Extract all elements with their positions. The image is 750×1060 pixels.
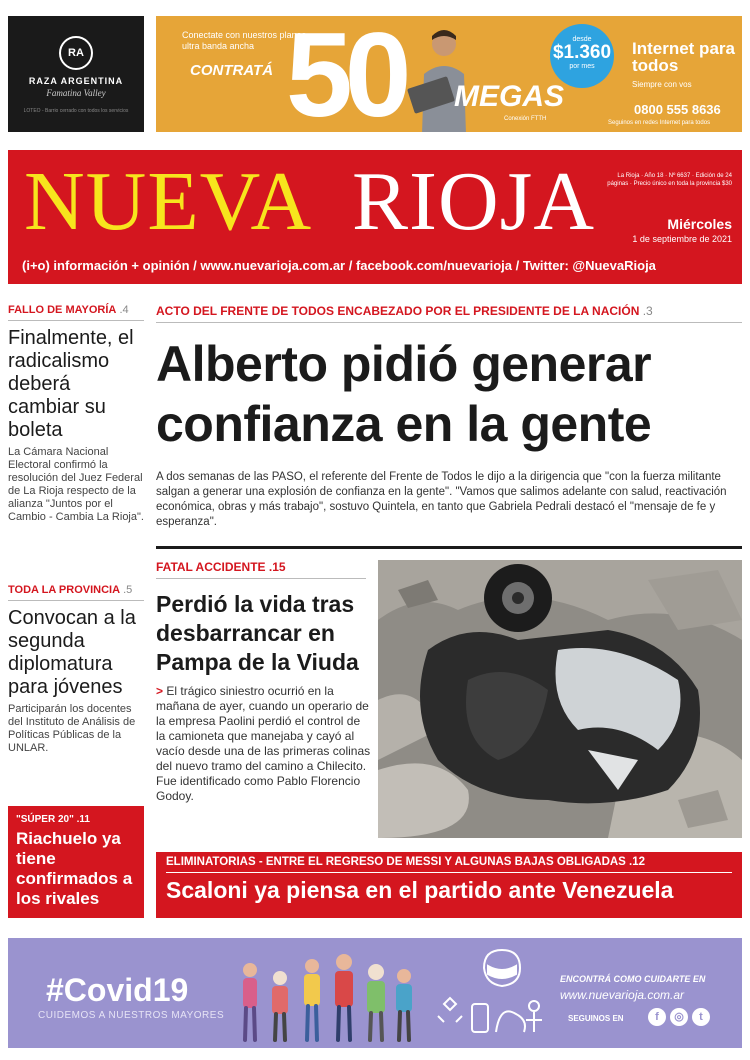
masthead-title-nueva: NUEVA [24,155,313,248]
side-story-radicalismo[interactable] [8,304,144,524]
ad-raza-argentina[interactable] [8,16,144,132]
main-story-headline[interactable]: Alberto pidió generar confianza en la gente [156,336,652,452]
covid-subtitle: CUIDEMOS A NUESTROS MAYORES [38,1010,225,1021]
ad-footer: Seguinos en redes Internet para todos [608,120,711,126]
accident-story-body [156,684,372,804]
ad-left-sub: Famatina Valley [46,88,106,98]
accident-story-body-text: El trágico siniestro ocurrió en la mañana de ayer, cuando un operario de la empresa Paolini perdió el control de la camioneta que manejaba y cayó al vacío desde una de las primeras colinas del nuevo tramo del camino a Chilecito. Fue identificado como Pablo Florencio Godoy. [156,684,371,803]
side-story-2-kicker-text: TODA LA PROVINCIA [8,584,121,596]
covid-banner[interactable] [8,938,742,1048]
ad-phone: 0800 555 8636 [634,102,721,117]
side-story-2-kicker [8,584,144,601]
raza-argentina-logo: RA [59,36,93,70]
side-box-headline: Riachuelo ya tiene confirmados a los rivales [16,829,133,908]
arrow-icon: > [156,684,164,698]
covid-hashtag: #Covid19 [46,972,189,1008]
side-box-riachuelo[interactable] [8,806,144,918]
ad-left-brand: RAZA ARGENTINA [28,76,124,86]
covid-follow: SEGUINOS EN [568,1014,624,1023]
accident-photo[interactable] [378,560,742,838]
ad-price-badge [550,24,614,88]
ad-brand-name: Internet para todos [632,39,735,75]
ad-big-number: 50 [286,16,404,132]
wrecked-vehicle-image [378,560,742,838]
masthead [8,150,742,284]
instagram-icon[interactable]: ◎ [670,1008,688,1026]
side-story-diplomatura[interactable] [8,584,144,755]
ad-internet-50-megas[interactable] [156,16,742,132]
side-story-2-body: Participarán los docentes del Instituto de Análisis de Políticas Públicas de la UNLAR. [8,703,136,754]
facebook-icon[interactable]: f [648,1008,666,1026]
side-story-1-body: La Cámara Nacional Electoral confirmó la resolución del Juez Federal de La Rioja respecto de la alianza "Juntos por el Cambio - Cambia La Rioja". [8,446,144,523]
side-story-1-kicker-text: FALLO DE MAYORÍA [8,304,117,316]
accident-story-kicker: FATAL ACCIDENTE .15 [156,560,366,579]
edition-day: Miércoles [667,216,732,232]
side-story-1-kicker [8,304,144,321]
masthead-title-rioja: RIOJA [352,155,596,248]
accident-story-headline[interactable]: Perdió la vida tras desbarrancar en Pampa de la Viuda [156,591,359,675]
ad-connection: Conexión FTTH [504,116,547,122]
ad-price: $1.360 [552,42,612,63]
ad-brand-sub: Siempre con vos [632,80,692,89]
twitter-icon[interactable]: t [692,1008,710,1026]
ad-intro: Conectate con nuestros planes ultra banda ancha [182,30,307,51]
ad-brand-title [632,40,742,93]
side-box-kicker: "SÚPER 20" .11 [16,814,90,825]
side-story-2-page: .5 [120,584,133,596]
ad-price-label: desde [572,36,592,43]
edition-date: 1 de septiembre de 2021 [632,234,732,244]
ad-left-fine: LOTEO - Barrio cerrado con todos los servicios [23,108,129,114]
side-story-2-headline: Convocan a la segunda diplomatura para jóvenes [8,607,136,698]
main-story-kicker-text: ACTO DEL FRENTE DE TODOS ENCABEZADO POR EL PRESIDENTE DE LA NACIÓN [156,304,640,318]
sports-story-headline: Scaloni ya piensa en el partido ante Venezuela [166,877,674,903]
main-story-kicker [156,304,742,323]
ad-price-period: por mes [569,63,595,70]
ad-unit: MEGAS [454,80,565,113]
hygiene-icons-illustration [424,944,554,1042]
elderly-people-illustration [230,948,420,1044]
side-story-1-headline: Finalmente, el radicalismo deberá cambiar su boleta [8,327,134,441]
main-story-body: A dos semanas de las PASO, el referente del Frente de Todos le dijo a la dirigencia que "con la fuerza militante salgan a generar una explosión de confianza en la gente". "Vamos que salimos adelante con salud, reactivación económica, obras y más trabajo", sostuvo Quintela, en tanto que Gabriela Pedrali destacó el "mensaje de fe y esperanza". [156,471,727,528]
masthead-tagline[interactable]: (i+o) información + opinión / www.nuevarioja.com.ar / facebook.com/nuevarioja / Twitter: @NuevaRioja [22,258,656,273]
main-story-page: .3 [639,304,653,318]
sports-story-scaloni[interactable] [156,852,742,918]
covid-cta: ENCONTRÁ COMO CUIDARTE EN [560,974,706,984]
ad-person-laptop-icon [404,24,474,132]
section-divider [156,546,742,549]
side-story-1-page: .4 [116,304,129,316]
covid-url[interactable]: www.nuevarioja.com.ar [560,988,685,1002]
ad-cta: CONTRATÁ [190,62,274,79]
edition-info: La Rioja · Año 18 · Nº 6637 · Edición de 24 páginas · Precio único en toda la provincia $30 [607,173,732,187]
sports-story-kicker: ELIMINATORIAS - ENTRE EL REGRESO DE MESSI Y ALGUNAS BAJAS OBLIGADAS .12 [166,856,732,873]
